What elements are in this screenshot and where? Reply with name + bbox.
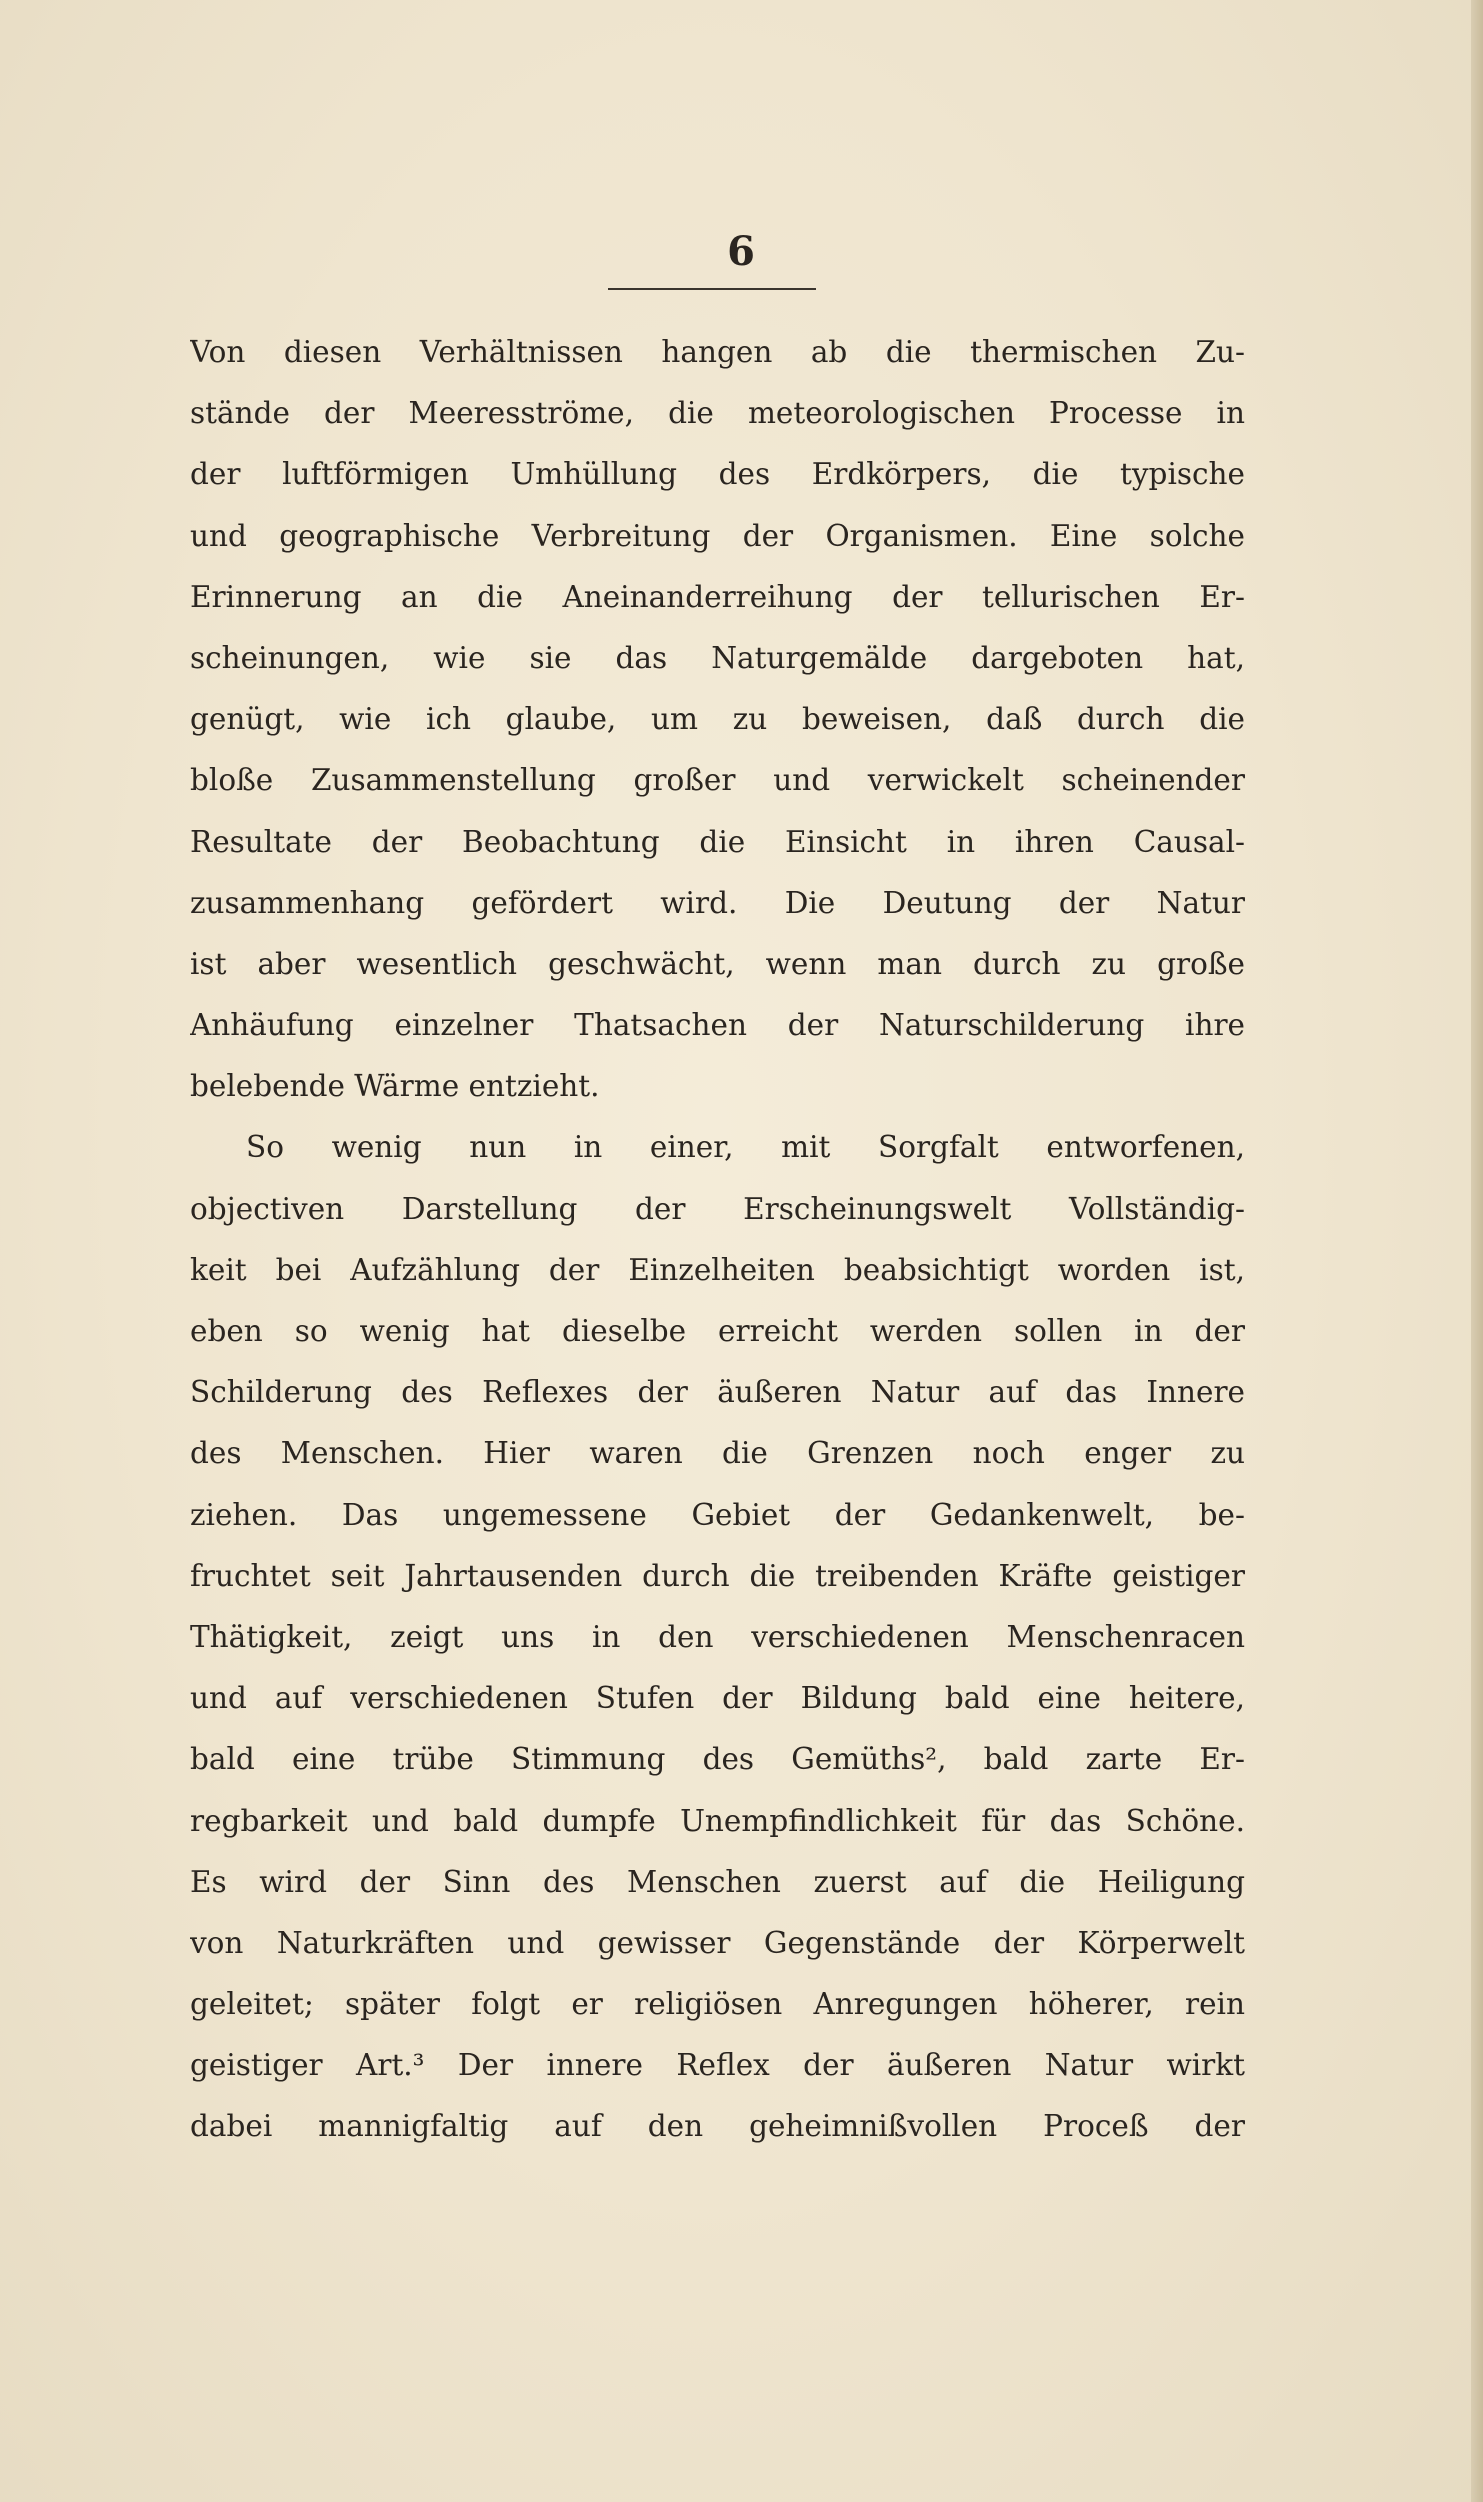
text-line: Thätigkeit, zeigt uns in den verschiedenen Menschenracen [190,1619,1245,1654]
paragraph-1 [190,322,1245,1117]
text-line: scheinungen, wie sie das Naturgemälde dargeboten hat, [190,640,1245,675]
text-line: bald eine trübe Stimmung des Gemüths², bald zarte Er- [190,1742,1245,1777]
page-edge [1471,0,1483,2502]
text-line: Schilderung des Reflexes der äußeren Natur auf das Innere [190,1375,1245,1410]
text-line: und auf verschiedenen Stufen der Bildung bald eine heitere, [190,1681,1245,1716]
text-line: der luftförmigen Umhüllung des Erdkörpers, die typische [190,457,1245,492]
text-line: So wenig nun in einer, mit Sorgfalt entworfenen, [246,1130,1245,1165]
text-line: belebende Wärme entzieht. [190,1069,600,1104]
text-line: ziehen. Das ungemessene Gebiet der Gedankenwelt, be- [190,1497,1245,1532]
text-line: geleitet; später folgt er religiösen Anregungen höherer, rein [190,1987,1245,2022]
text-line: stände der Meeresströme, die meteorologischen Processe in [190,396,1245,431]
paragraph-2 [190,1117,1245,2157]
text-line: Erinnerung an die Aneinanderreihung der tellurischen Er- [190,579,1245,614]
text-line: Es wird der Sinn des Menschen zuerst auf die Heiligung [190,1864,1245,1899]
text-line: dabei mannigfaltig auf den geheimnißvollen Proceß der [190,2109,1245,2144]
text-line: genügt, wie ich glaube, um zu beweisen, daß durch die [190,702,1245,737]
text-line: eben so wenig hat dieselbe erreicht werden sollen in der [190,1314,1245,1348]
text-line: Anhäufung einzelner Thatsachen der Naturschilderung ihre [190,1008,1245,1043]
text-line: Resultate der Beobachtung die Einsicht in ihren Causal- [190,824,1245,859]
text-line: von Naturkräften und gewisser Gegenstände der Körperwelt [190,1925,1245,1960]
text-line: bloße Zusammenstellung großer und verwickelt scheinender [190,763,1245,798]
body-text [190,322,1245,2158]
text-line: Von diesen Verhältnissen hangen ab die thermischen Zu- [190,335,1245,369]
page-number: 6 [727,228,756,275]
text-line: des Menschen. Hier waren die Grenzen noch enger zu [190,1436,1245,1471]
text-line: geistiger Art.³ Der innere Reflex der äußeren Natur wirkt [190,2048,1245,2083]
text-line: fruchtet seit Jahrtausenden durch die treibenden Kräfte geistiger [190,1558,1245,1593]
header-rule [608,288,816,290]
text-line: ist aber wesentlich geschwächt, wenn man durch zu große [190,946,1245,981]
text-line: objectiven Darstellung der Erscheinungswelt Vollständig- [190,1191,1245,1226]
text-line: regbarkeit und bald dumpfe Unempfindlichkeit für das Schöne. [190,1803,1245,1838]
text-line: und geographische Verbreitung der Organismen. Eine solche [190,518,1245,553]
text-line: keit bei Aufzählung der Einzelheiten beabsichtigt worden ist, [190,1252,1245,1287]
text-line: zusammenhang gefördert wird. Die Deutung der Natur [190,885,1245,920]
